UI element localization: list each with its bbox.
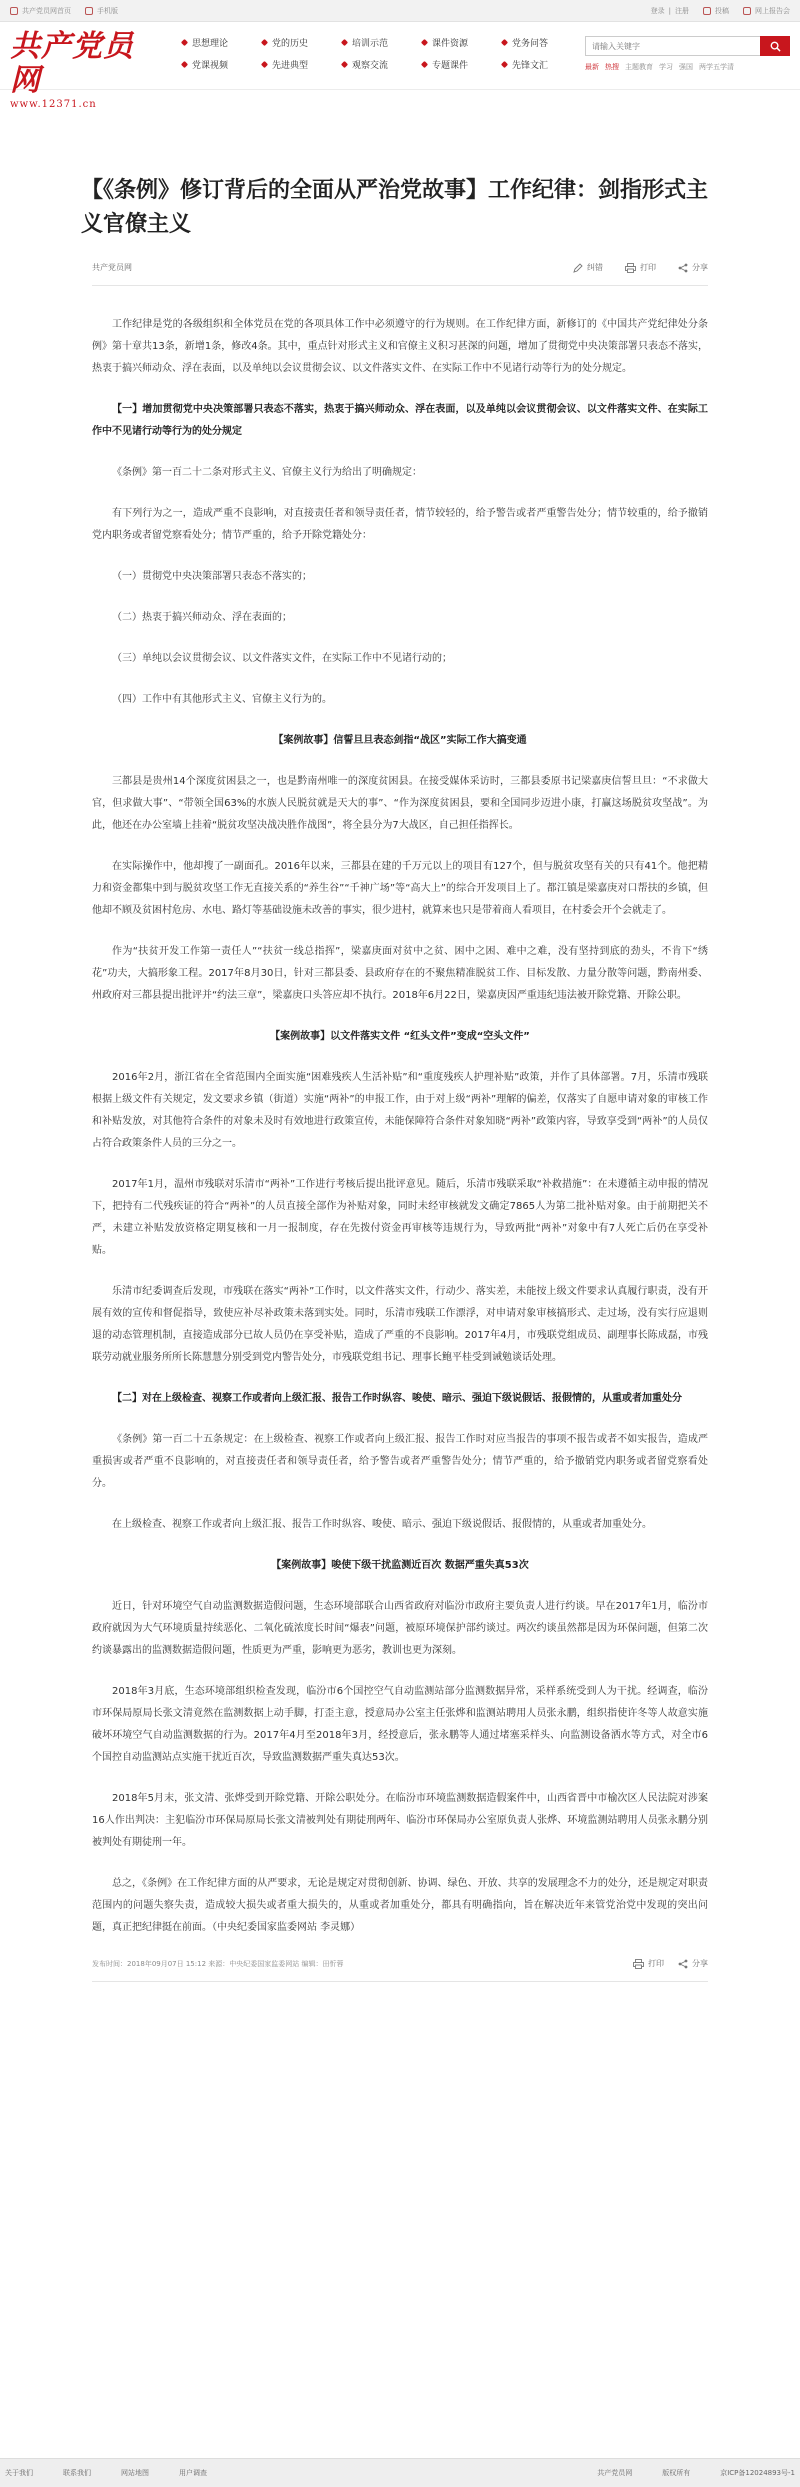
article-paragraph: （二）热衷于搞兴师动众、浮在表面的； bbox=[112, 612, 292, 623]
footer-icp[interactable]: 京ICP备12024893号-1 bbox=[720, 2469, 795, 2477]
share-button[interactable]: 分享 bbox=[678, 262, 708, 273]
nav-bullet-icon bbox=[261, 39, 268, 46]
nav-bullet-icon bbox=[501, 39, 508, 46]
case-heading: 【案例故事】以文件落实文件 “红头文件”变成“空头文件” bbox=[270, 1031, 530, 1042]
nav-bullet-icon bbox=[181, 39, 188, 46]
print-icon bbox=[633, 1959, 644, 1969]
nav-item-party-history[interactable]: 党的历史 bbox=[262, 36, 342, 49]
hotword[interactable]: 热搜 bbox=[605, 63, 619, 71]
home-link[interactable]: 共产党员网首页 bbox=[10, 6, 71, 16]
article-paragraph: （三）单纯以会议贯彻会议、以文件落实文件，在实际工作中不见诸行动的； bbox=[112, 653, 452, 664]
site-header bbox=[0, 22, 800, 110]
logo-url: www.12371.cn bbox=[10, 99, 97, 110]
nav-bullet-icon bbox=[421, 39, 428, 46]
footer-print-button[interactable]: 打印 bbox=[633, 1958, 664, 1969]
case-heading: 【案例故事】信誓旦旦表态剑指“战区”实际工作大搞变通 bbox=[273, 735, 527, 746]
article-paragraph: 《条例》第一百二十二条对形式主义、官僚主义行为给出了明确规定： bbox=[112, 467, 422, 478]
hotword[interactable]: 强国 bbox=[679, 63, 693, 71]
section-heading: 【二】对在上级检查、视察工作或者向上级汇报、报告工作时纵容、唆使、暗示、强迫下级说假话、报假情的，从重或者加重处分 bbox=[112, 1393, 682, 1404]
edit-icon bbox=[573, 263, 583, 273]
mobile-link[interactable]: 手机版 bbox=[85, 6, 118, 16]
nav-item-exchange[interactable]: 观察交流 bbox=[342, 58, 422, 71]
footer-link-survey[interactable]: 用户调查 bbox=[179, 2469, 207, 2477]
article-paragraph: 三都县是贵州14个深度贫困县之一，也是黔南州唯一的深度贫困县。在接受媒体采访时，三都县委原书记梁嘉庚信誓旦旦：“不求做大官，但求做大事”、“带领全国63%的水族人民脱贫就是天大的事”、“作为深度贫困县，要和全国同步迈进小康，打赢这场脱贫攻坚战”。为此，他还在办公室墙上挂着“脱贫攻坚决战决胜作战图”，将全县分为7大战区，自己担任指挥长。 bbox=[92, 776, 708, 831]
case-heading: 【案例故事】唆使下级干扰监测近百次 数据严重失真53次 bbox=[271, 1560, 529, 1571]
article-paragraph: 2017年1月，温州市残联对乐清市“两补”工作进行考核后提出批评意见。随后，乐清市残联采取“补救措施”：在未遵循主动申报的情况下，把持有二代残疾证的符合“两补”的人员直接全部作为补贴对象，同时未经审核就发文确定7865人为第二批补贴对象。由于前期把关不严，未建立补贴发放资格定期复核和一月一报制度，存在先拨付资金再审核等违规行为，导致两批“两补”对象中有7人死亡后仍在享受补贴。 bbox=[92, 1179, 708, 1256]
article-paragraph: 2018年5月末，张文清、张烨受到开除党籍、开除公职处分。在临汾市环境监测数据造假案件中，山西省晋中市榆次区人民法院对涉案16人作出判决：主犯临汾市环保局原局长张文清被判处有期徒刑两年、临汾市环保局办公室原负责人张烨、环境监测站聘用人员张永鹏分别被判处有期徒刑一年。 bbox=[92, 1793, 708, 1848]
logo-brand: 共产党员网 bbox=[10, 29, 134, 98]
article-meta bbox=[92, 262, 708, 273]
nav-bullet-icon bbox=[341, 39, 348, 46]
login-register: 登录 | 注册 bbox=[650, 7, 689, 15]
article-paragraph: 乐清市纪委调查后发现，市残联在落实“两补”工作时，以文件落实文件，行动少、落实差，未能按上级文件要求认真履行职责，没有开展有效的宣传和督促指导，致使应补尽补政策未落到实处。同时，乐清市残联工作漂浮，对申请对象审核搞形式、走过场，没有实行应退则退的动态管理机制，直接造成部分已故人员仍在享受补贴，造成了严重的不良影响。2017年4月，市残联党组成员、副理事长陈成磊，市残联劳动就业服务所所长陈慧慧分别受到党内警告处分，市残联党组书记、理事长鲍平桂受到诫勉谈话处理。 bbox=[92, 1286, 708, 1363]
footer-site-name: 共产党员网 bbox=[597, 2469, 633, 2477]
print-button[interactable]: 打印 bbox=[625, 262, 656, 273]
report-icon bbox=[743, 7, 751, 15]
nav-bullet-icon bbox=[341, 61, 348, 68]
nav-bullet-icon bbox=[421, 61, 428, 68]
correction-button[interactable]: 纠错 bbox=[573, 262, 603, 273]
footer-link-contact[interactable]: 联系我们 bbox=[63, 2469, 91, 2477]
search-input[interactable] bbox=[585, 36, 760, 56]
nav-bullet-icon bbox=[261, 61, 268, 68]
footer-link-sitemap[interactable]: 网站地图 bbox=[121, 2469, 149, 2477]
search-box bbox=[585, 36, 790, 72]
search-button[interactable] bbox=[760, 36, 790, 56]
online-report-link[interactable]: 网上报告会 bbox=[743, 6, 790, 16]
hot-search-words bbox=[585, 62, 790, 72]
article-paragraph: 作为“扶贫开发工作第一责任人”“扶贫一线总指挥”，梁嘉庚面对贫中之贫、困中之困、难中之难，没有坚持到底的劲头，不肯下“绣花”功夫，大搞形象工程。2017年8月30日，针对三都县委、县政府存在的不聚焦精准脱贫工作、目标发散、力量分散等问题，黔南州委、州政府对三都县提出批评并“约法三章”，梁嘉庚口头答应却不执行。2018年6月22日，梁嘉庚因严重违纪违法被开除党籍、开除公职。 bbox=[92, 946, 708, 1001]
divider bbox=[92, 285, 708, 286]
footer-share-button[interactable]: 分享 bbox=[678, 1958, 708, 1969]
home-icon bbox=[10, 7, 18, 15]
top-utility-bar bbox=[0, 0, 800, 22]
main-nav bbox=[182, 36, 582, 71]
article-title: 【《条例》修订背后的全面从严治党故事】工作纪律：剑指形式主义官僚主义 bbox=[81, 178, 709, 237]
footer-tools bbox=[633, 1958, 708, 1969]
article-paragraph: 《条例》第一百二十五条规定：在上级检查、视察工作或者向上级汇报、报告工作时对应当报告的事项不报告或者不如实报告，造成严重损害或者严重不良影响的，对直接责任者和领导责任者，给予警告或者严重警告处分；情节严重的，给予撤销党内职务或者留党察看处分。 bbox=[92, 1434, 708, 1489]
footer-copyright: 版权所有 bbox=[662, 2469, 691, 2477]
hotword[interactable]: 主题教育 bbox=[625, 63, 653, 71]
article-paragraph: 有下列行为之一，造成严重不良影响，对直接责任者和领导责任者，情节较轻的，给予警告或者严重警告处分；情节较重的，给予撤销党内职务或者留党察看处分；情节严重的，给予开除党籍处分： bbox=[92, 508, 708, 541]
article-tools bbox=[573, 262, 708, 273]
site-footer bbox=[0, 2458, 800, 2487]
article-paragraph: 近日，针对环境空气自动监测数据造假问题，生态环境部联合山西省政府对临汾市政府主要负责人进行约谈。早在2017年1月，临汾市政府就因为大气环境质量持续恶化、二氧化硫浓度长时间“爆表”问题，被原环境保护部约谈过。两次约谈虽然都是因为环保问题，但第二次约谈暴露出的监测数据造假问题，性质更为严重，影响更为恶劣，教训也更为深刻。 bbox=[92, 1601, 708, 1656]
hotword[interactable]: 最新 bbox=[585, 63, 599, 71]
divider bbox=[92, 1981, 708, 1982]
search-icon bbox=[770, 41, 781, 52]
register-link[interactable]: 注册 bbox=[675, 7, 689, 15]
article-paragraph: 2016年2月，浙江省在全省范围内全面实施“困难残疾人生活补贴”和“重度残疾人护理补贴”政策，并作了具体部署。7月，乐清市残联根据上级文件有关规定，发文要求乡镇（街道）实施“两补”的申报工作，由于对上级“两补”理解的偏差，仅落实了自愿申请对象的审核工作和补贴发放，对其他符合条件的对象未及时有效地进行政策宣传，未能保障符合条件对象知晓“两补”政策内容，导致享受到“两补”的人员仅占符合政策条件人员的三分之一。 bbox=[92, 1072, 708, 1149]
nav-item-training[interactable]: 培训示范 bbox=[342, 36, 422, 49]
article-source: 共产党员网 bbox=[92, 263, 132, 272]
article bbox=[81, 90, 709, 1982]
article-paragraph: 在实际操作中，他却搜了一副面孔。2016年以来，三都县在建的千万元以上的项目有127个，但与脱贫攻坚有关的只有41个。他把精力和资金都集中到与脱贫攻坚工作无直接关系的“养生谷”“千神广场”等“高大上”的综合开发项目上了。都江镇是梁嘉庚对口帮扶的乡镇，但他却不顾及贫困村危房、水电、路灯等基础设施未改善的事实，很少进村，就算来也只是带着商人看项目，在村委会开个会就走了。 bbox=[92, 861, 708, 916]
article-paragraph: 工作纪律是党的各级组织和全体党员在党的各项具体工作中必须遵守的行为规则。在工作纪律方面，新修订的《中国共产党纪律处分条例》第十章共13条，新增1条，修改4条。其中，重点针对形式主义和官僚主义积习甚深的问题，增加了贯彻党中央决策部署只表态不落实，热衷于搞兴师动众、浮在表面，以及单纯以会议贯彻会议、以文件落实文件、在实际工作中不见诸行动等行为的处分规定。 bbox=[92, 319, 708, 374]
site-logo[interactable] bbox=[10, 29, 160, 110]
article-body bbox=[92, 314, 708, 1939]
nav-bullet-icon bbox=[181, 61, 188, 68]
login-link[interactable]: 登录 bbox=[650, 7, 665, 15]
nav-item-courseware[interactable]: 课件资源 bbox=[422, 36, 502, 49]
publish-info: 发布时间：2018年09月07日 15:12 来源：中央纪委国家监委网站 编辑：田忻蓉 bbox=[92, 1959, 344, 1968]
article-footer-meta bbox=[92, 1958, 708, 1969]
nav-item-theory[interactable]: 思想理论 bbox=[182, 36, 262, 49]
article-paragraph: （一）贯彻党中央决策部署只表态不落实的； bbox=[112, 571, 312, 582]
nav-item-video[interactable]: 党课视频 bbox=[182, 58, 262, 71]
article-paragraph: （四）工作中有其他形式主义、官僚主义行为的。 bbox=[112, 694, 332, 705]
footer-link-about[interactable]: 关于我们 bbox=[5, 2469, 33, 2477]
article-paragraph: 总之，《条例》在工作纪律方面的从严要求，无论是规定对贯彻创新、协调、绿色、开放、共享的发展理念不力的处分，还是规定对职责范围内的问题失察失责，造成较大损失或者重大损失的，从重或者加重处分，都具有明确指向，旨在解决近年来管党治党中发现的突出问题，真正把纪律挺在前面。（中央纪委国家监委网站 李灵娜） bbox=[92, 1878, 708, 1933]
print-icon bbox=[625, 263, 636, 273]
submit-link[interactable]: 投稿 bbox=[703, 6, 729, 16]
nav-item-qa[interactable]: 党务问答 bbox=[502, 36, 582, 49]
submit-icon bbox=[703, 7, 711, 15]
hotword[interactable]: 学习 bbox=[659, 63, 673, 71]
hotword[interactable]: 两学五学清 bbox=[699, 63, 734, 71]
nav-bullet-icon bbox=[501, 61, 508, 68]
nav-item-culture[interactable]: 先锋文汇 bbox=[502, 58, 582, 71]
share-icon bbox=[678, 263, 688, 273]
article-paragraph: 在上级检查、视察工作或者向上级汇报、报告工作时纵容、唆使、暗示、强迫下级说假话、报假情的，从重或者加重处分。 bbox=[112, 1519, 652, 1530]
article-paragraph: 2018年3月底，生态环境部组织检查发现，临汾市6个国控空气自动监测站部分监测数据异常，采样系统受到人为干扰。经调查，临汾市环保局原局长张文清竟然在监测数据上动手脚，打歪主意，授意局办公室主任张烨和监测站聘用人员张永鹏，组织指使许冬等人故意实施破坏环境空气自动监测数据的行为。2017年4月至2018年3月，经授意后，张永鹏等人通过堵塞采样头、向监测设备洒水等方式，对全市6个国控自动监测站点实施干扰近百次，导致监测数据严重失真达53次。 bbox=[92, 1686, 708, 1763]
share-icon bbox=[678, 1959, 688, 1969]
nav-item-models[interactable]: 先进典型 bbox=[262, 58, 342, 71]
section-heading: 【一】增加贯彻党中央决策部署只表态不落实，热衷于搞兴师动众、浮在表面，以及单纯以会议贯彻会议、以文件落实文件、在实际工作中不见诸行动等行为的处分规定 bbox=[92, 404, 708, 437]
mobile-icon bbox=[85, 7, 93, 15]
nav-item-special[interactable]: 专题课件 bbox=[422, 58, 502, 71]
